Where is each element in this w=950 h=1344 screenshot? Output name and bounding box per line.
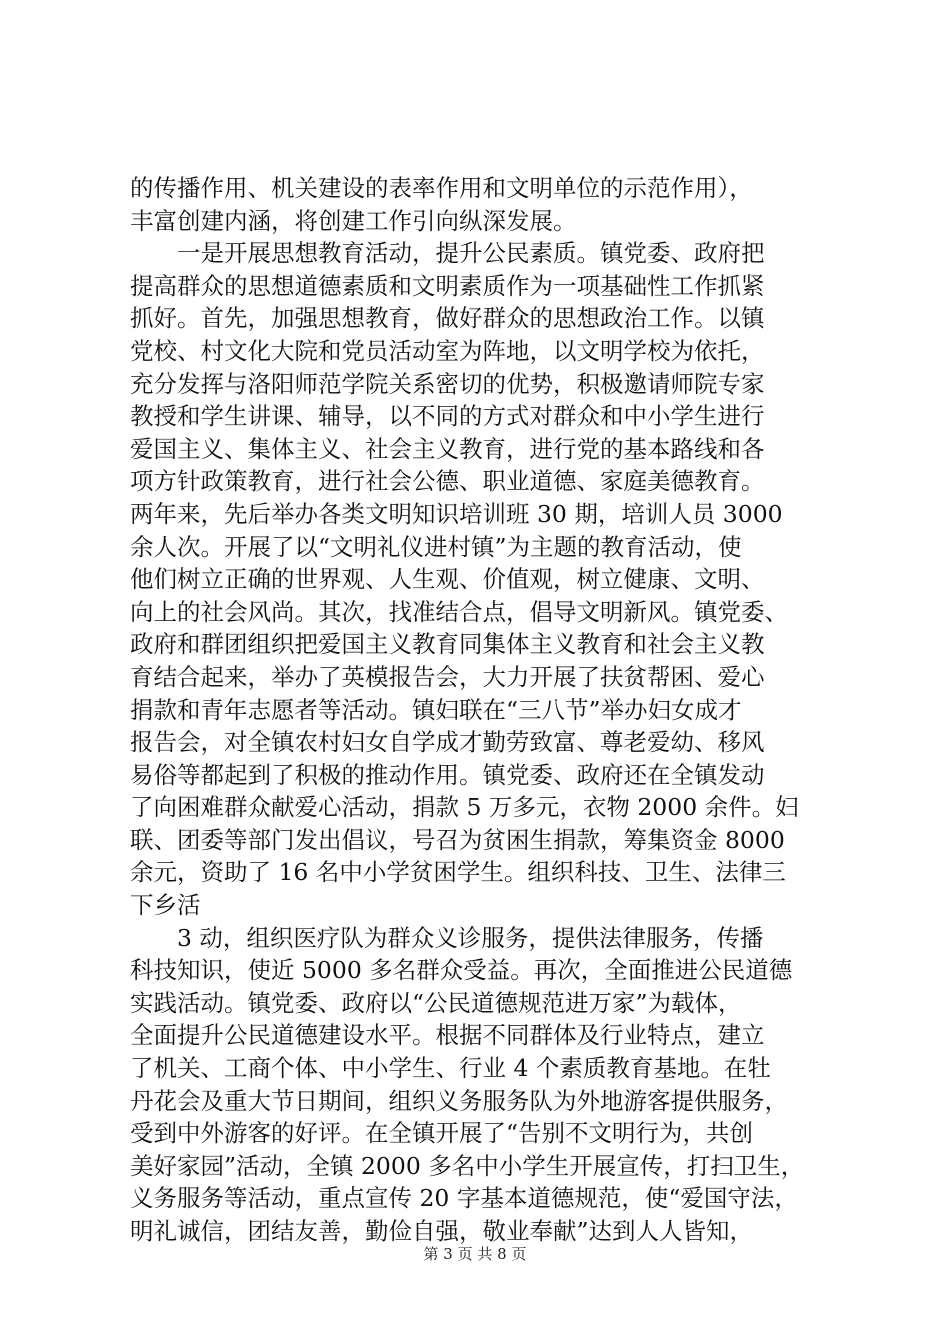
text-line: 了机关、工商个体、中小学生、行业 4 个素质教育基地。在牡: [130, 1054, 771, 1083]
text-line: 了向困难群众献爱心活动，捐款 5 万多元，衣物 2000 余件。妇: [130, 793, 799, 822]
text-line: 一是开展思想教育活动，提升公民素质。镇党委、政府把: [130, 239, 765, 268]
text-line: 爱国主义、集体主义、社会主义教育，进行党的基本路线和各: [130, 434, 765, 463]
text-line: 下乡活: [130, 891, 201, 920]
text-line: 美好家园”活动，全镇 2000 多名中小学生开展宣传，打扫卫生，: [130, 1151, 805, 1180]
text-line: 科技知识，使近 5000 多名群众受益。再次，全面推进公民道德: [130, 956, 793, 985]
text-line: 向上的社会风尚。其次，找准结合点，倡导文明新风。镇党委、: [130, 597, 788, 626]
text-line: 充分发挥与洛阳师范学院关系密切的优势，积极邀请师院专家: [130, 369, 765, 398]
text-line: 全面提升公民道德建设水平。根据不同群体及行业特点，建立: [130, 1021, 765, 1050]
text-line: 联、团委等部门发出倡议，号召为贫困生捐款，筹集资金 8000: [130, 825, 785, 854]
text-line: 丹花会及重大节日期间，组织义务服务队为外地游客提供服务，: [130, 1086, 788, 1115]
text-line: 余元，资助了 16 名中小学贫困学生。组织科技、卫生、法律三: [130, 858, 786, 887]
text-line: 两年来，先后举办各类文明知识培训班 30 期，培训人员 3000: [130, 499, 783, 528]
text-line: 实践活动。镇党委、政府以“公民道德规范进万家”为载体，: [130, 988, 742, 1017]
text-line: 余人次。开展了以“文明礼仪进村镇”为主题的教育活动，使: [130, 532, 742, 561]
text-line: 党校、村文化大院和党员活动室为阵地，以文明学校为依托，: [130, 336, 765, 365]
page-footer: 第 3 页 共 8 页: [423, 1245, 527, 1263]
text-line: 抓好。首先，加强思想教育，做好群众的思想政治工作。以镇: [130, 304, 765, 333]
text-line: 义务服务等活动，重点宣传 20 字基本道德规范，使“爱国守法，: [130, 1184, 798, 1213]
text-line: 提高群众的思想道德素质和文明素质作为一项基础性工作抓紧: [130, 271, 765, 300]
text-line: 受到中外游客的好评。在全镇开展了“告别不文明行为，共创: [130, 1119, 754, 1148]
text-line: 项方针政策教育，进行社会公德、职业道德、家庭美德教育。: [130, 467, 765, 496]
text-line: 3 动，组织医疗队为群众义诊服务，提供法律服务，传播: [130, 923, 764, 952]
text-line: 易俗等都起到了积极的推动作用。镇党委、政府还在全镇发动: [130, 760, 765, 789]
text-line: 政府和群团组织把爱国主义教育同集体主义教育和社会主义教: [130, 630, 765, 659]
text-line: 丰富创建内涵，将创建工作引向纵深发展。: [130, 206, 577, 235]
text-line: 明礼诚信，团结友善，勤俭自强，敬业奉献”达到人人皆知，: [130, 1217, 754, 1245]
text-line: 他们树立正确的世界观、人生观、价值观，树立健康、文明、: [130, 565, 765, 594]
text-line: 的传播作用、机关建设的表率作用和文明单位的示范作用），: [130, 174, 753, 202]
document-body: [130, 172, 850, 1248]
text-line: 捐款和青年志愿者等活动。镇妇联在“三八节”举办妇女成才: [130, 695, 742, 724]
text-line: 教授和学生讲课、辅导，以不同的方式对群众和中小学生进行: [130, 402, 765, 431]
text-line: 报告会，对全镇农村妇女自学成才勤劳致富、尊老爱幼、移风: [130, 728, 765, 757]
text-line: 育结合起来，举办了英模报告会，大力开展了扶贫帮困、爱心: [130, 662, 765, 691]
